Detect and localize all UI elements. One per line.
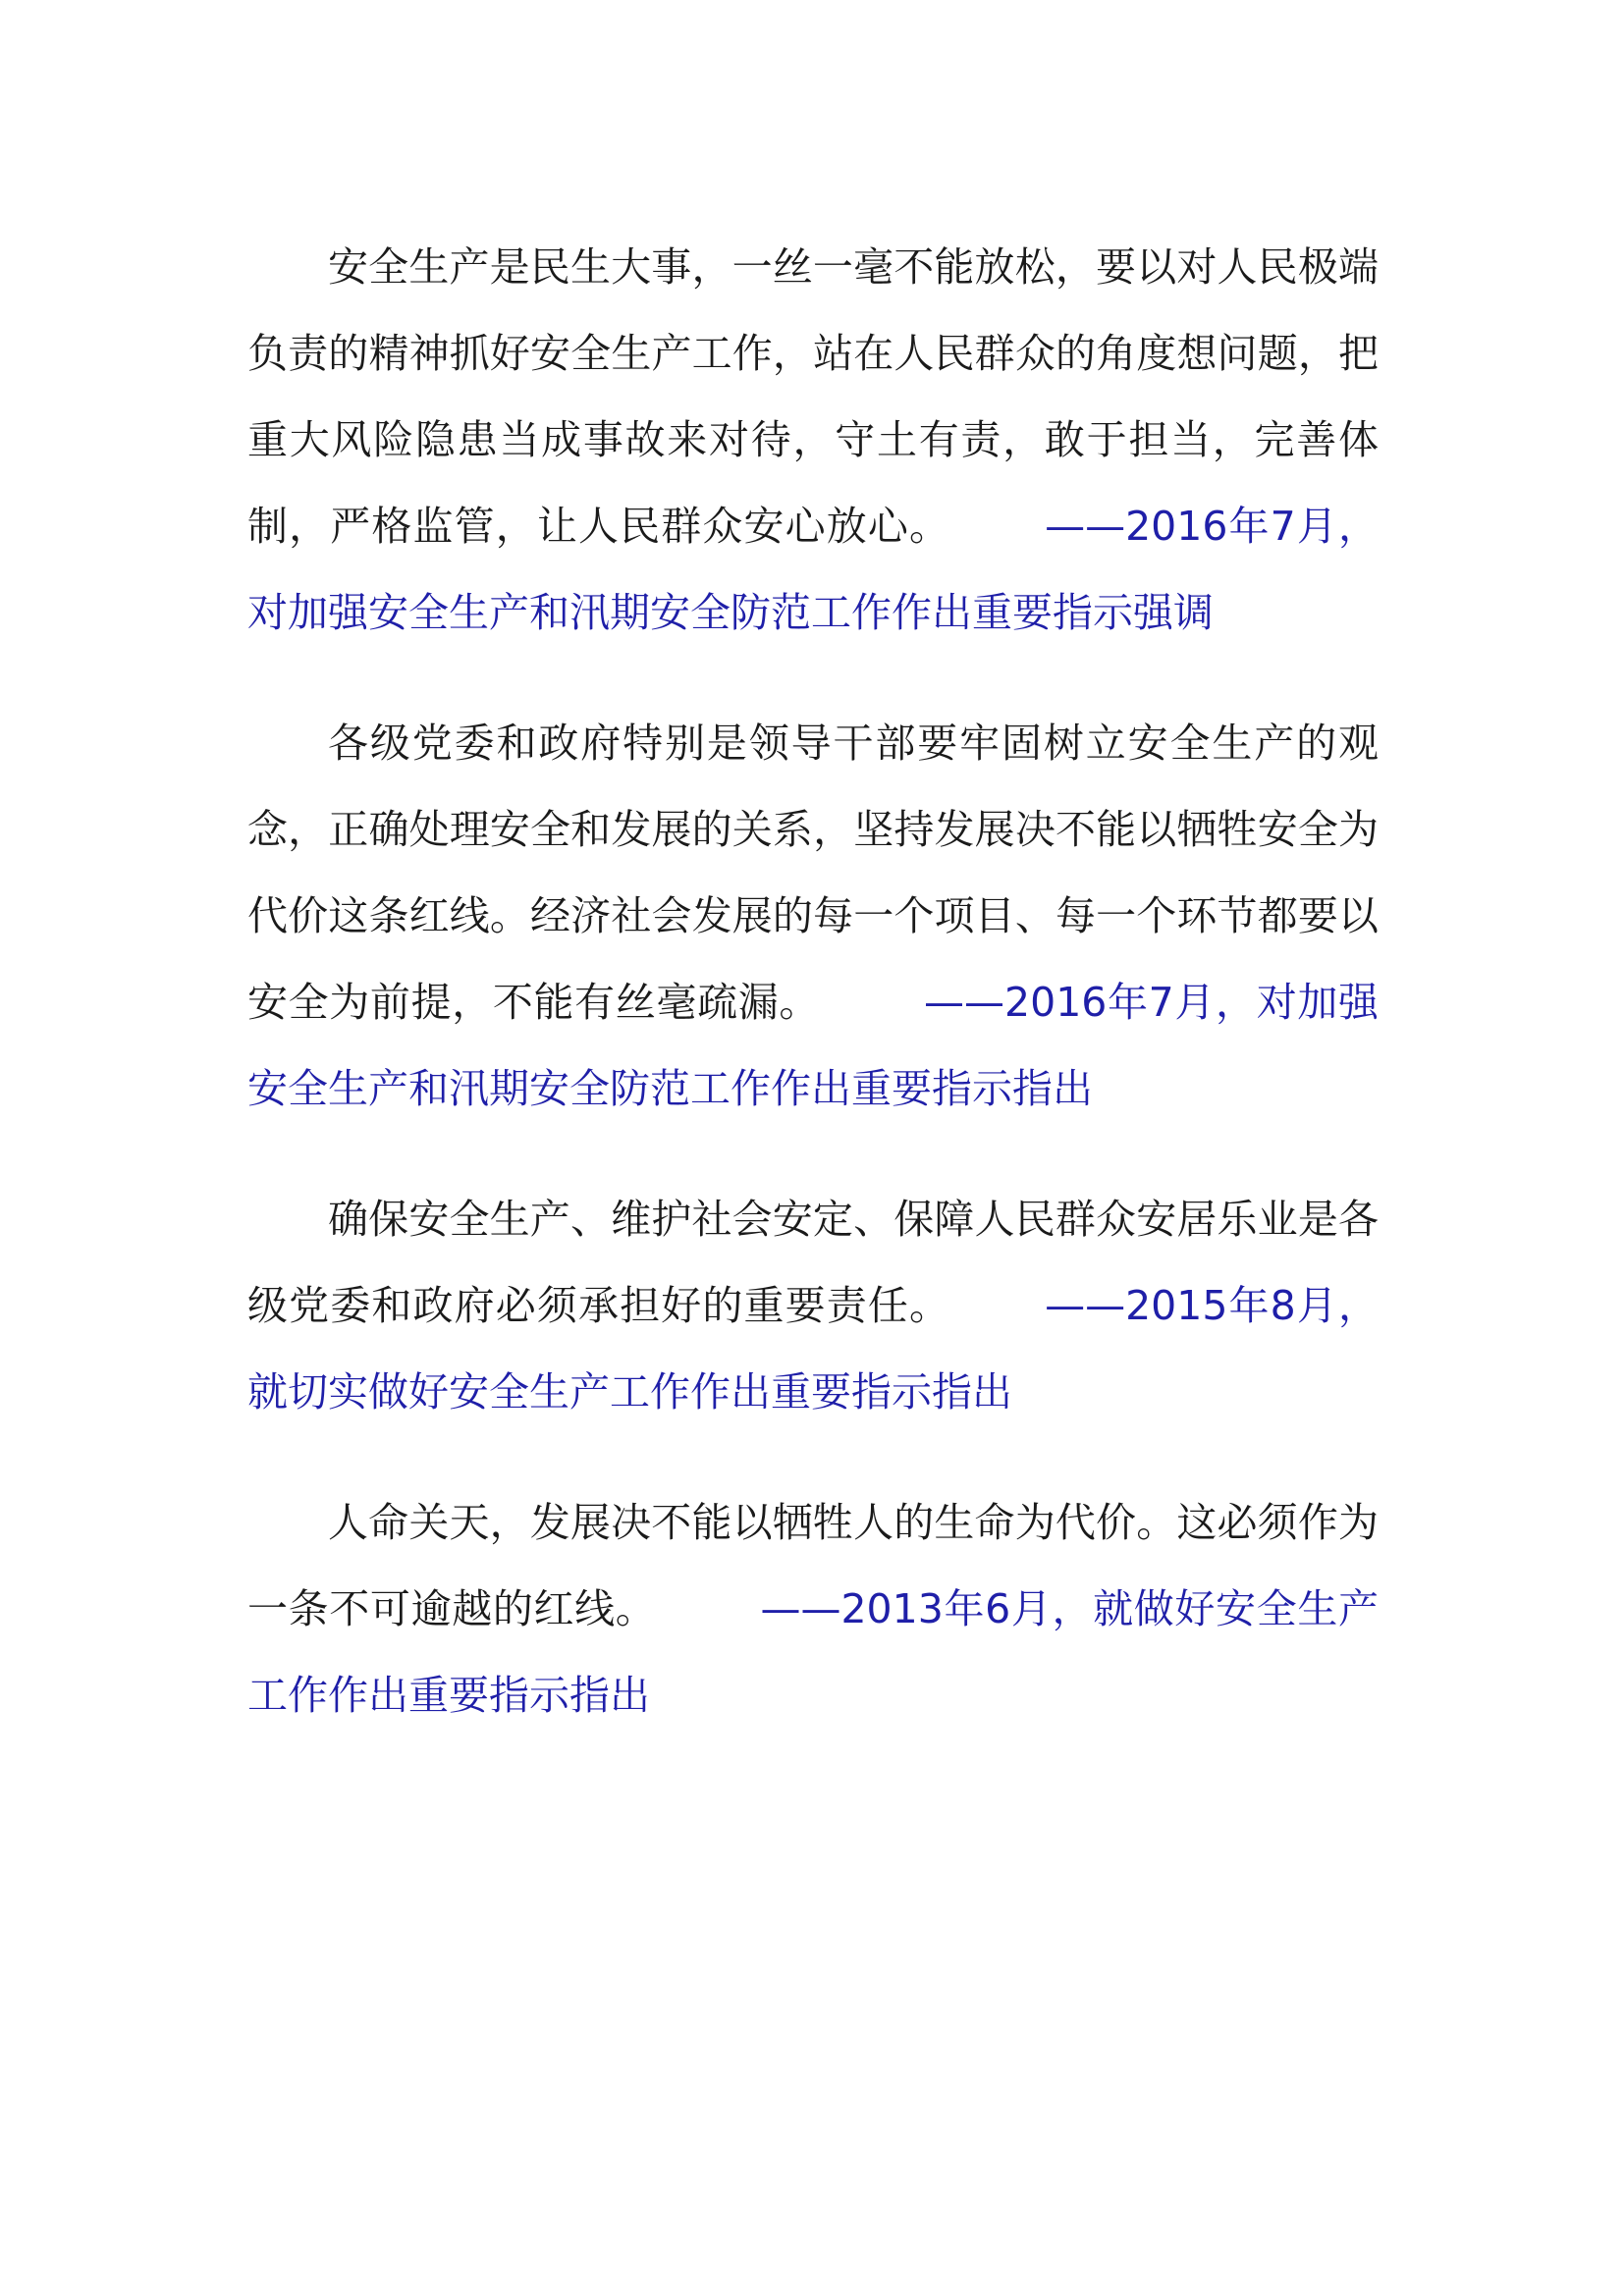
paragraph-4 [247, 1479, 1379, 1738]
quote-text: 各级党委和政府特别是领导干部要牢固树立安全生产的观念，正确处理安全和发展的关系，坚持发展决不能以牺牲安全为代价这条红线。经济社会发展的每一个项目、每一个环节都要以安全为前提，不能有丝毫疏漏。 [247, 720, 1379, 1026]
paragraph-3 [247, 1176, 1379, 1435]
paragraph-1 [247, 224, 1379, 656]
paragraph-2 [247, 700, 1379, 1132]
quote-text: 确保安全生产、维护社会安定、保障人民群众安居乐业是各级党委和政府必须承担好的重要责任。 [247, 1196, 1379, 1329]
source-attribution: ——2016年7月，对加强安全生产和汛期安全防范工作作出重要指示强调 [247, 503, 1379, 636]
source-attribution: ——2015年8月，就切实做好安全生产工作作出重要指示指出 [247, 1282, 1379, 1415]
source-attribution: ——2013年6月，就做好安全生产工作作出重要指示指出 [247, 1585, 1379, 1719]
quote-text: 人命关天，发展决不能以牺牲人的生命为代价。这必须作为一条不可逾越的红线。 [247, 1499, 1379, 1632]
document-page [247, 224, 1379, 1783]
quote-text: 安全生产是民生大事，一丝一毫不能放松，要以对人民极端负责的精神抓好安全生产工作，站在人民群众的角度想问题，把重大风险隐患当成事故来对待，守土有责，敢于担当，完善体制，严格监管，让人民群众安心放心。 [247, 243, 1379, 550]
source-attribution: ——2016年7月，对加强安全生产和汛期安全防范工作作出重要指示指出 [247, 979, 1379, 1112]
